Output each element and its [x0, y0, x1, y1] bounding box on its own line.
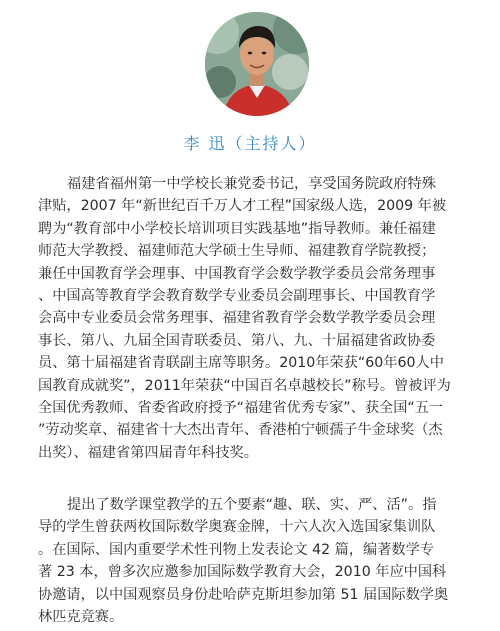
bio-line: 导的学生曾获两枚国际数学奥赛金牌，十六人次入选国家集训队 [38, 519, 436, 536]
bio-line: 提出了数学课堂教学的五个要素“趣、联、实、严、活”。指 [67, 497, 437, 513]
bio-line: 出奖）、福建省第四届青年科技奖。 [38, 444, 258, 461]
bio-line: 员、第十届福建省青联副主席等职务。2010年荣获“60年60人中 [38, 355, 444, 372]
bio-paragraph-1 [38, 173, 468, 464]
bio-line: 。在国际、国内重要学术性刊物上发表论文 42 篇，编著数学专 [38, 541, 434, 558]
bio-line: ”劳动奖章、福建省十大杰出青年、香港柏宁顿孺子牛金球奖（杰 [38, 422, 443, 439]
bio-line: 兼任中国教育学会理事、中国教育学会数学教学委员会常务理事 [38, 265, 436, 282]
bio-line: 著 23 本，曾多次应邀参加国际数学教育大会，2010 年应中国科 [38, 564, 447, 581]
bio-line: 、中国高等教育学会教育数学专业委员会副理事长、中国教育学 [38, 288, 436, 305]
bio-line: 师范大学教授、福建师范大学硕士生导师、福建教育学院教授； [38, 243, 436, 260]
bio-line: 福建省福州第一中学校长兼党委书记，享受国务院政府特殊 [67, 176, 436, 192]
person-portrait-icon [205, 12, 309, 116]
bio-line: 国教育成就奖”，2011年荣获“中国百名卓越校长”称号。曾被评为 [38, 377, 451, 394]
bio-line: 林匹克竞赛。 [38, 609, 124, 626]
bio-line: 聘为“教育部中小学校长培训项目实践基地”指导教师。兼任福建 [38, 220, 436, 237]
bio-line: 协邀请，以中国观察员身份赴哈萨克斯坦参加第 51 届国际数学奥 [38, 586, 449, 603]
bio-line: 津贴，2007 年“新世纪百千万人才工程”国家级人选，2009 年被 [38, 198, 447, 215]
avatar [205, 12, 309, 116]
host-name: 李 迅（主持人） [183, 134, 317, 153]
bio-line: 会高中专业委员会常务理事、福建省教育学会数学教学委员会理 [38, 310, 436, 327]
bio-line: 事长、第八、九届全国青联委员、第八、九、十届福建省政协委 [38, 332, 436, 349]
bio-line: 全国优秀教师、省委省政府授予“福建省优秀专家”、获全国“五一 [38, 400, 444, 417]
bio-paragraph-2 [38, 494, 468, 628]
